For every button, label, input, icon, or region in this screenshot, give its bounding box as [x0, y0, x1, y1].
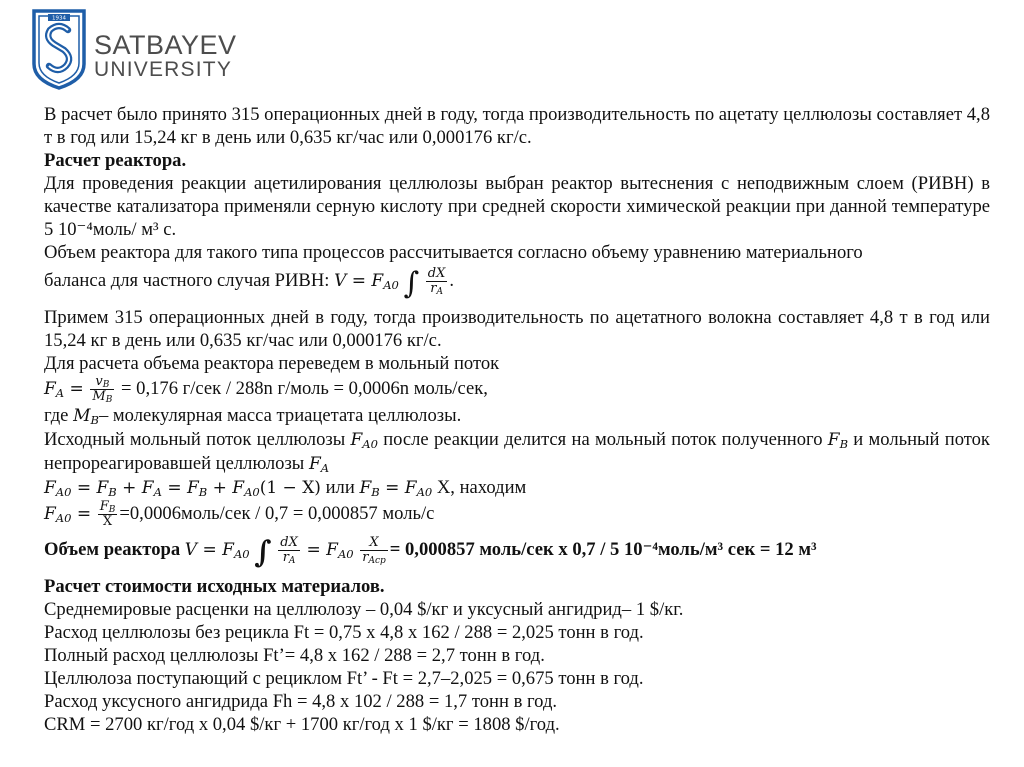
paragraph-volume-b: баланса для частного случая РИВН: $V = F_{A0}$ ∫ $\frac{dX}{r_A}$ . — [44, 266, 455, 301]
cost-line-no-recycle: Расход целлюлозы без рецикла Ft = 0,75 х 4,8 х 162 / 288 = 2,025 тонн в год. — [44, 622, 644, 643]
equation-balance: $F_{A0} = F_B + F_A = F_B + F_{A0}(1 - Х)$ или $F_B = F_{A0}$ Х, находим — [44, 477, 527, 499]
paragraph-reactor-choice: Для проведения реакции ацетилирования целлюлозы выбран реактор вытеснения с неподвижным слоем (РИВН) в качестве катализатора применяли серную кислоту при средней скорости химической реакции при данной температуре 5 10⁻⁴моль/ м³ с. — [44, 173, 990, 240]
integral-icon: ∫ — [403, 266, 420, 301]
heading-reactor: Расчет реактора. — [44, 150, 187, 171]
fraction-dx-ra: $\frac{dX}{r_A}$ — [427, 266, 446, 298]
volume-formula: $V = F_{A0}$ — [334, 271, 399, 292]
heading-cost: Расчет стоимости исходных материалов. — [44, 576, 385, 597]
equation-reactor-volume: Объем реактора $V = F_{A0}$ ∫ $\frac{dX}{r_A}$ = $F_{A0}$ $\frac{X}{r_{Acp}}$ = 0,000857 моль/сек х 0,7 / 5 10⁻⁴моль/м³ сек = 12 м³ — [44, 535, 817, 570]
logo-name: SATBAYEV — [94, 30, 237, 60]
equation-fa: $F_A$ = $\frac{v_B}{M_B}$ = 0,176 г/сек / 288n г/моль = 0,0006n моль/сек, — [44, 374, 488, 405]
equation-fa-value: = 0,176 г/сек / 288n г/моль = 0,0006n моль/сек, — [121, 377, 488, 399]
cost-line-anhydride: Расход уксусного ангидрида Fh = 4,8 х 102 / 288 = 1,7 тонн в год. — [44, 691, 558, 712]
logo-university: UNIVERSITY — [94, 58, 233, 81]
document-body — [44, 103, 990, 736]
university-logo — [30, 8, 250, 90]
cost-line-total: Полный расход целлюлозы Ft’= 4,8 х 162 / 288 = 2,7 тонн в год. — [44, 645, 545, 666]
paragraph-assume: Примем 315 операционных дней в году, тогда производительность по ацетатного волокна составляет 4,8 т в год или 15,24 кг в день или 0,635 кг/час или 0,000176 кг/с. — [44, 307, 990, 351]
paragraph-split-flow: Исходный мольный поток целлюлозы $F_{A0}$ после реакции делится на мольный поток полученного $F_B$ и мольный поток непрореагировавшей целлюлозы $F_A$ — [44, 429, 990, 475]
fraction-vb-mb: $\frac{v_B}{M_B}$ — [92, 374, 113, 405]
paragraph-mb-definition: где $M_B-$ молекулярная масса триацетата целлюлозы. — [44, 405, 462, 427]
svg-text:1934: 1934 — [52, 15, 66, 22]
paragraph-production: В расчет было принято 315 операционных дней в году, тогда производительность по ацетату целлюлозы составляет 4,8 т в год или 15,24 кг в день или 0,635 кг/час или 0,000176 кг/с. — [44, 104, 990, 148]
paragraph-volume-a: Объем реактора для такого типа процессов рассчитывается согласно объему уравнению материального — [44, 242, 863, 263]
integral-icon: ∫ — [254, 535, 272, 570]
cost-line-recycle: Целлюлоза поступающий с рециклом Ft’ - Ft = 2,7–2,025 = 0,675 тонн в год. — [44, 668, 644, 689]
satbayev-shield-icon — [30, 8, 88, 90]
cost-line-crm: CRM = 2700 кг/год х 0,04 $/кг + 1700 кг/год х 1 $/кг = 1808 $/год. — [44, 714, 560, 735]
cost-line-prices: Среднемировые расценки на целлюлозу – 0,04 $/кг и уксусный ангидрид– 1 $/кг. — [44, 599, 684, 620]
equation-fa0-value: $F_{A0}$ = $\frac{F_B}{Х}$ =0,0006моль/сек / 0,7 = 0,000857 моль/с — [44, 499, 435, 529]
fraction-fb-x: $\frac{F_B}{Х}$ — [99, 499, 116, 529]
volume-text: баланса для частного случая РИВН: — [44, 270, 330, 291]
paragraph-molar-flow: Для расчета объема реактора переведем в мольный поток — [44, 353, 500, 374]
